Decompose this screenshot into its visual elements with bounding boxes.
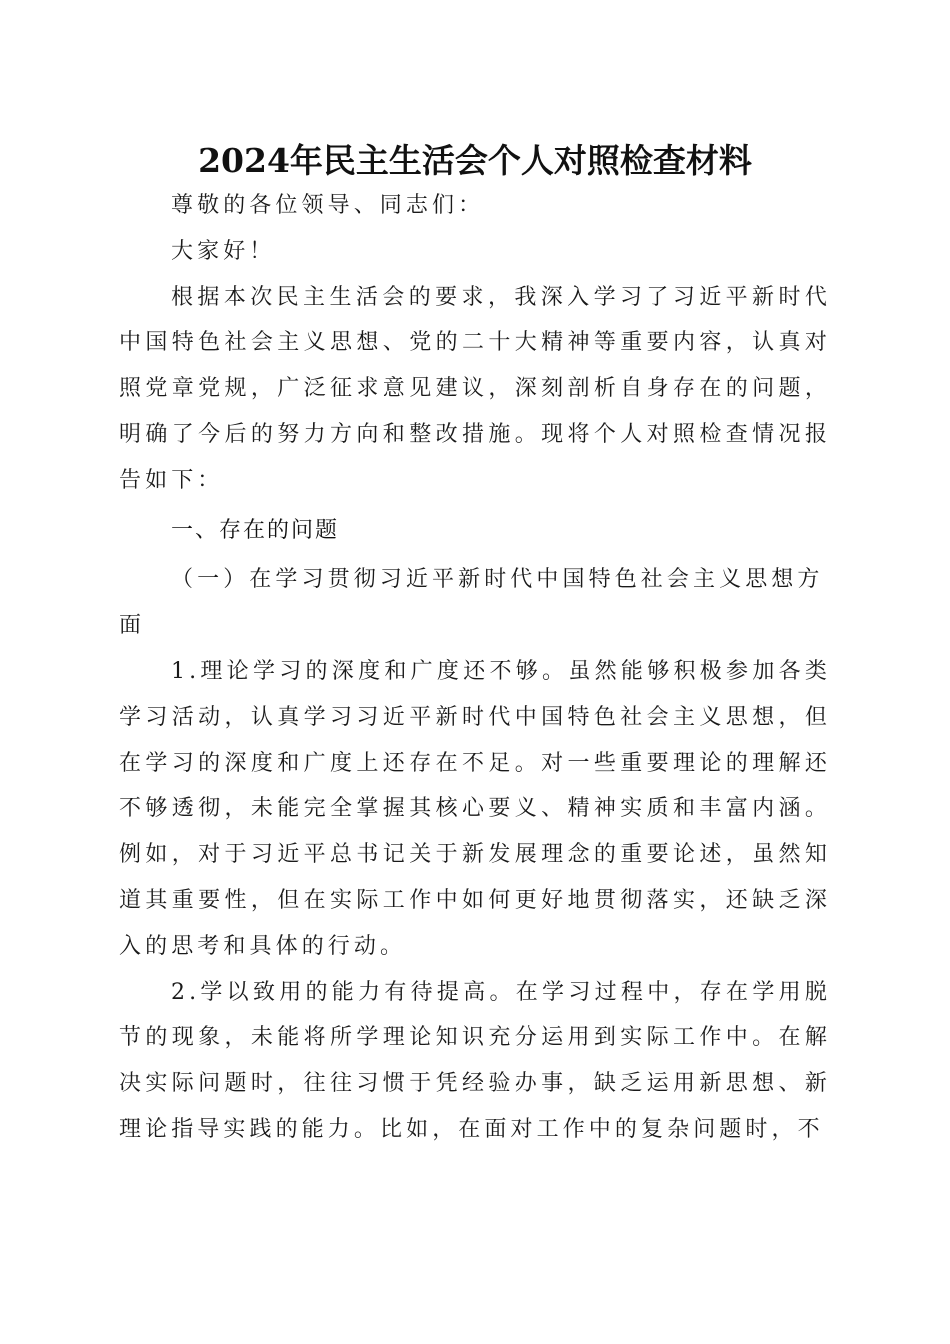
salutation: 尊敬的各位领导、同志们： (171, 193, 485, 218)
section-heading: 一、存在的问题 (171, 517, 340, 543)
intro-paragraph: 根据本次民主生活会的要求，我深入学习了习近平新时代中国特色社会主义思想、党的二十大精神等重要内容，认真对照党章党规，广泛征求意见建议，深刻剖析自身存在的问题，明确了今后的努力方向和整改措施。现将个人对照检查情况报告如下： (119, 284, 831, 493)
document-title: 2024年民主生活会个人对照检查材料 (198, 141, 752, 180)
subsection-heading: （一）在学习贯彻习近平新时代中国特色社会主义思想方面 (119, 567, 824, 639)
point-1-paragraph: 1.理论学习的深度和广度还不够。虽然能够积极参加各类学习活动，认真学习习近平新时代中国特色社会主义思想，但在学习的深度和广度上还存在不足。对一些重要理论的理解还不够透彻，未能完全掌握其核心要义、精神实质和丰富内涵。例如，对于习近平总书记关于新发展理念的重要论述，虽然知道其重要性，但在实际工作中如何更好地贯彻落实，还缺乏深入的思考和具体的行动。 (119, 658, 831, 959)
point-2-paragraph: 2.学以致用的能力有待提高。在学习过程中，存在学用脱节的现象，未能将所学理论知识充分运用到实际工作中。在解决实际问题时，往往习惯于凭经验办事，缺乏运用新思想、新理论指导实践的能力。比如，在面对工作中的复杂问题时，不 (119, 979, 831, 1142)
document-body (119, 183, 831, 1153)
greeting: 大家好！ (171, 238, 276, 264)
